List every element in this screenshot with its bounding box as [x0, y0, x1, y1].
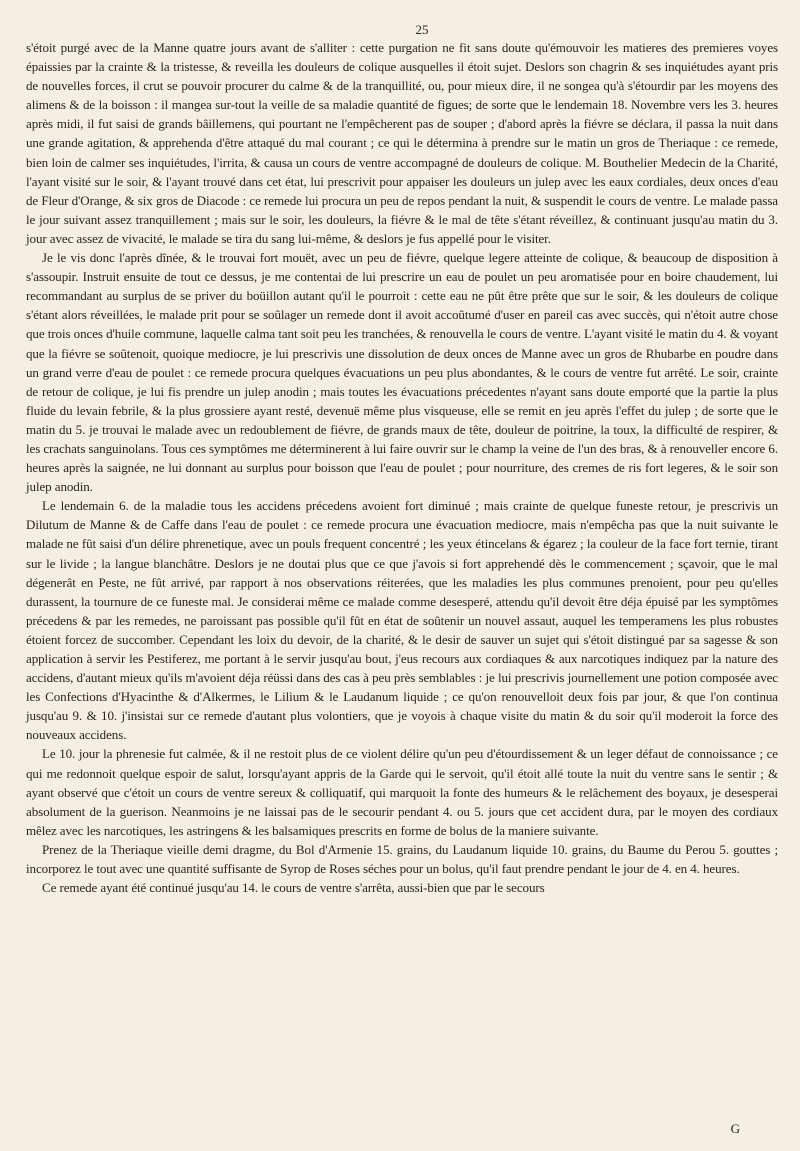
paragraph-5: Prenez de la Theriaque vieille demi dragme, du Bol d'Armenie 15. grains, du Laudanum liquide 10. grains, du Baume du Perou 5. gouttes ; incorporez le tout avec une quantité suffisante de Syrop de Roses séches pour un bolus, qu'il faut prendre pendant le jour de 4. en 4. heures. — [26, 841, 778, 877]
signature-mark: G — [730, 1121, 740, 1136]
body-text — [26, 38, 778, 897]
paragraph-6: Ce remede ayant été continué jusqu'au 14. le cours de ventre s'arrêta, aussi-bien que par le secours — [42, 880, 545, 896]
paragraph-4: Le 10. jour la phrenesie fut calmée, & il ne restoit plus de ce violent délire qu'un peu d'étourdissement & un leger défaut de connoissance ; ce qui me redonnoit quelque espoir de salut, lorsqu'ayant appris de la Garde qui le servoit, qu'il étoit allé toute la nuit du ventre sans le sentir ; & ayant observé que c'étoit un cours de ventre sereux & colliquatif, qui marquoit la fonte des humeurs & le relâchement des boyaux, je desesperai absolument de la guerison. Neanmoins je ne laissai pas de le secourir pendant 4. ou 5. jours que cet accident dura, par le moyen des cordiaux mêlez avec les narcotiques, les astringens & les balsamiques prescrits en forme de bolus de la maniere suivante. — [26, 746, 778, 838]
paragraph-2: Je le vis donc l'après dînée, & le trouvai fort mouët, avec un peu de fiévre, quelque legere atteinte de colique, & beaucoup de disposition à s'assoupir. Instruit ensuite de tout ce dessus, je me contentai de lui prescrire un eau de poulet un peu aromatisée pour en boire chaudement, lui recommandant au surplus de se priver du boüillon autant qu'il le pourroit : cette eau ne pût être prête que sur le soir, & les douleurs de colique s'étant alors réveillées, le malade prit pour se soûlager un remede dont il avoit accoûtumé d'user en pareil cas avec succès, qui n'étoit autre chose que trois onces d'huile commune, laquelle calma tant soit peu les tranchées, & renouvella le cours de ventre. L'ayant visité le matin du 4. & voyant que la fiévre se soûtenoit, quoique mediocre, je lui prescrivis une dissolution de deux onces de Manne avec un gros de Rhubarbe en poudre dans un grand verre d'eau de poulet : ce remede procura quelques évacuations un peu plus abondantes, & le cours de ventre fut arrêté. Le soir, crainte de retour de colique, je lui fis prendre un julep anodin ; mais toutes les évacuations précedentes n'ayant sans doute emporté que la partie la plus fluide du levain febrile, & la plus grossiere ayant resté, devenuë même plus visqueuse, elle se remit en jeu après l'effet du julep ; de sorte que le matin du 5. je trouvai le malade avec un redoublement de fiévre, de grands maux de tête, douleur de poitrine, la toux, la difficulté de respirer, & les crachats sanguinolans. Tous ces symptômes me déterminerent à lui faire ouvrir sur le champ la veine de l'un des bras, & à renouveller encore 6. heures après la saignée, ne lui donnant au surplus pour boisson que l'eau de poulet ; pour nourriture, des cremes de ris fort legeres, & le soir son julep anodin. — [26, 250, 778, 495]
page-number: 25 — [415, 22, 429, 37]
paragraph-3: Le lendemain 6. de la maladie tous les accidens précedens avoient fort diminué ; mais crainte de quelque funeste retour, je prescrivis un Dilutum de Manne & de Caffe dans l'eau de poulet : ce remede procura une évacuation mediocre, mais n'empêcha pas que la nuit suivante le malade ne fût saisi d'un délire phrenetique, avec un pouls frequent concentré ; les yeux étincelans & égarez ; la couleur de la face fort ternie, tirant sur le livide ; la langue blanchâtre. Deslors je ne doutai plus que ce que j'avois si fort apprehendé dès le commencement ; sçavoir, que le mal dégenerât en Peste, ne fût arrivé, par rapport à nos observations réiterées, que les maladies les plus communes prenoient, pour peu qu'elles durassent, la tournure de ce funeste mal. Je considerai même ce malade comme desesperé, attendu qu'il devoit être déja épuisé par les symptômes précedens & par les remedes, ne paroissant pas possible qu'il fût en état de soûtenir un nouvel assaut, auquel les temperamens les plus robustes étoient forcez de succomber. Cependant les loix du devoir, de la charité, & le desir de sauver un sujet qui s'étoit distingué par sa sagesse & son application à servir les Pestiferez, me portant à le servir jusqu'au bout, j'eus recours aux cordiaques & aux narcotiques indiquez par la nature des accidens, d'autant mieux qu'ils m'avoient déja réüssi dans des cas à peu près semblables : je lui prescrivis journellement une potion composée avec les Confections d'Hyacinthe & d'Alkermes, le Lilium & le Laudanum liquide ; ce qu'on renouvelloit deux fois par jour, & que l'on continua jusqu'au 9. & 10. j'insistai sur ce remede d'autant plus volontiers, que je voyois à chaque visite du matin & du soir qu'il moderoit la force des nouveaux accidens. — [26, 498, 778, 743]
paragraph-1: s'étoit purgé avec de la Manne quatre jours avant de s'alliter : cette purgation ne fit sans doute qu'émouvoir les matieres des premieres voyes épaissies par la crainte & la tristesse, & reveilla les douleurs de colique ausquelles il étoit sujet. Deslors son chagrin & ses inquiétudes ayant pris de nouvelles forces, il crut se pouvoir procurer du calme & de la tranquillité, ou, pour mieux dire, il ne songea qu'à s'étourdir par les moyens des alimens & de la boisson : il mangea sur-tout la veille de sa maladie quantité de figues; de sorte que le lendemain 18. Novembre vers les 3. heures après midi, il fut saisi de grands bâillemens, qui pourtant ne l'empêcherent pas de souper ; d'abord après la fiévre se déclara, il passa la nuit dans une grande agitation, & apprehenda d'être attaqué du mal courant ; ce qui le détermina à prendre sur le matin un gros de Theriaque : ce remede, bien loin de calmer ses inquiétudes, l'irrita, & causa un cours de ventre accompagné de douleurs de colique. M. Bouthelier Medecin de la Charité, l'ayant visité sur le soir, & l'ayant trouvé dans cet état, lui prescrivit pour appaiser les douleurs un julep avec les eaux cordiales, deux onces d'eau de Fleur d'Orange, & six gros de Diacode : ce remede lui procura un peu de repos pendant la nuit, & suspendit le cours de ventre. Le malade passa le jour suivant assez tranquillement ; mais sur le soir, les douleurs, la fiévre & le mal de tête s'étant réveillez, & continuant jusqu'au matin du 3. jour avec assez de vivacité, le malade se tira du sang lui-même, & deslors je fus appellé pour le visiter. — [26, 40, 778, 246]
